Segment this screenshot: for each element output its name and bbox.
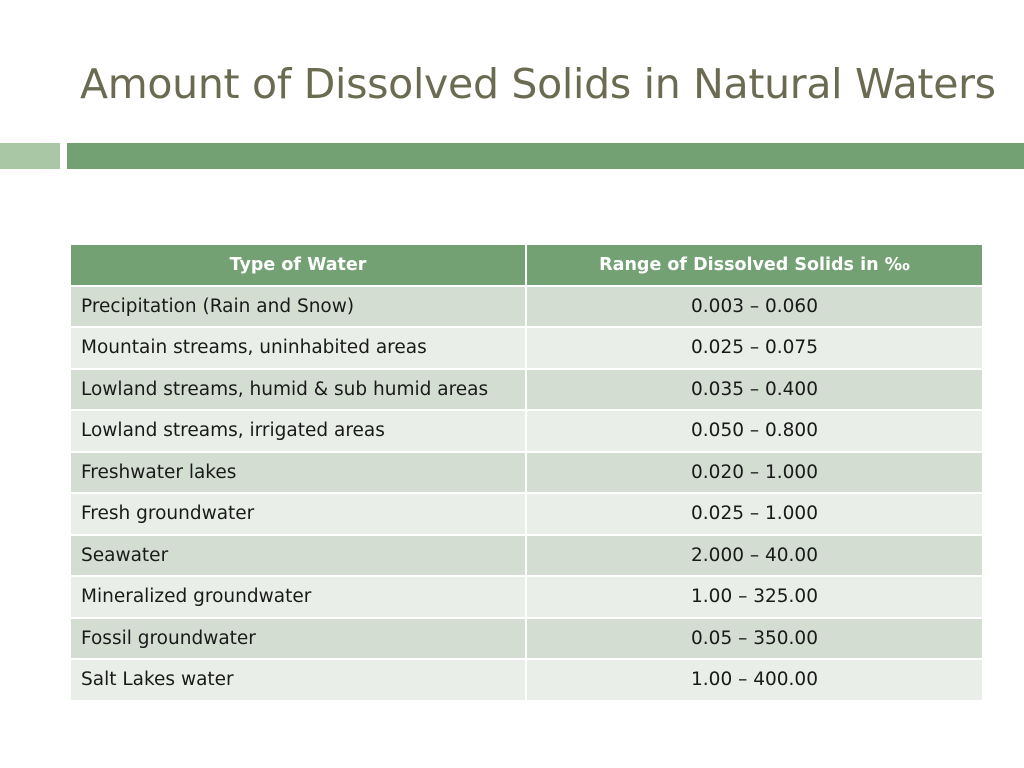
- table-row: [70, 286, 983, 328]
- water-type-cell: Salt Lakes water: [70, 659, 526, 701]
- table-row: [70, 618, 983, 660]
- water-type-cell: Fresh groundwater: [70, 493, 526, 535]
- accent-bar-left: [0, 143, 60, 169]
- range-cell: 0.025 – 1.000: [526, 493, 983, 535]
- header-type-of-water: Type of Water: [70, 244, 526, 286]
- header-range: Range of Dissolved Solids in ‰: [526, 244, 983, 286]
- water-type-cell: Mountain streams, uninhabited areas: [70, 327, 526, 369]
- water-type-cell: Seawater: [70, 535, 526, 577]
- range-cell: 0.035 – 0.400: [526, 369, 983, 411]
- range-cell: 0.020 – 1.000: [526, 452, 983, 494]
- range-cell: 1.00 – 400.00: [526, 659, 983, 701]
- table-row: [70, 410, 983, 452]
- range-cell: 0.025 – 0.075: [526, 327, 983, 369]
- table-header-row: [70, 244, 983, 286]
- accent-bar-right: [67, 143, 1024, 169]
- table-row: [70, 535, 983, 577]
- water-type-cell: Precipitation (Rain and Snow): [70, 286, 526, 328]
- water-type-cell: Lowland streams, irrigated areas: [70, 410, 526, 452]
- range-cell: 1.00 – 325.00: [526, 576, 983, 618]
- dissolved-solids-table: [69, 243, 984, 702]
- water-type-cell: Fossil groundwater: [70, 618, 526, 660]
- table-row: [70, 493, 983, 535]
- range-cell: 0.003 – 0.060: [526, 286, 983, 328]
- water-type-cell: Lowland streams, humid & sub humid areas: [70, 369, 526, 411]
- range-cell: 2.000 – 40.00: [526, 535, 983, 577]
- table-row: [70, 659, 983, 701]
- water-type-cell: Freshwater lakes: [70, 452, 526, 494]
- range-cell: 0.050 – 0.800: [526, 410, 983, 452]
- table-row: [70, 327, 983, 369]
- table-row: [70, 452, 983, 494]
- table-row: [70, 369, 983, 411]
- water-type-cell: Mineralized groundwater: [70, 576, 526, 618]
- range-cell: 0.05 – 350.00: [526, 618, 983, 660]
- table-row: [70, 576, 983, 618]
- slide-title: Amount of Dissolved Solids in Natural Waters: [80, 60, 996, 108]
